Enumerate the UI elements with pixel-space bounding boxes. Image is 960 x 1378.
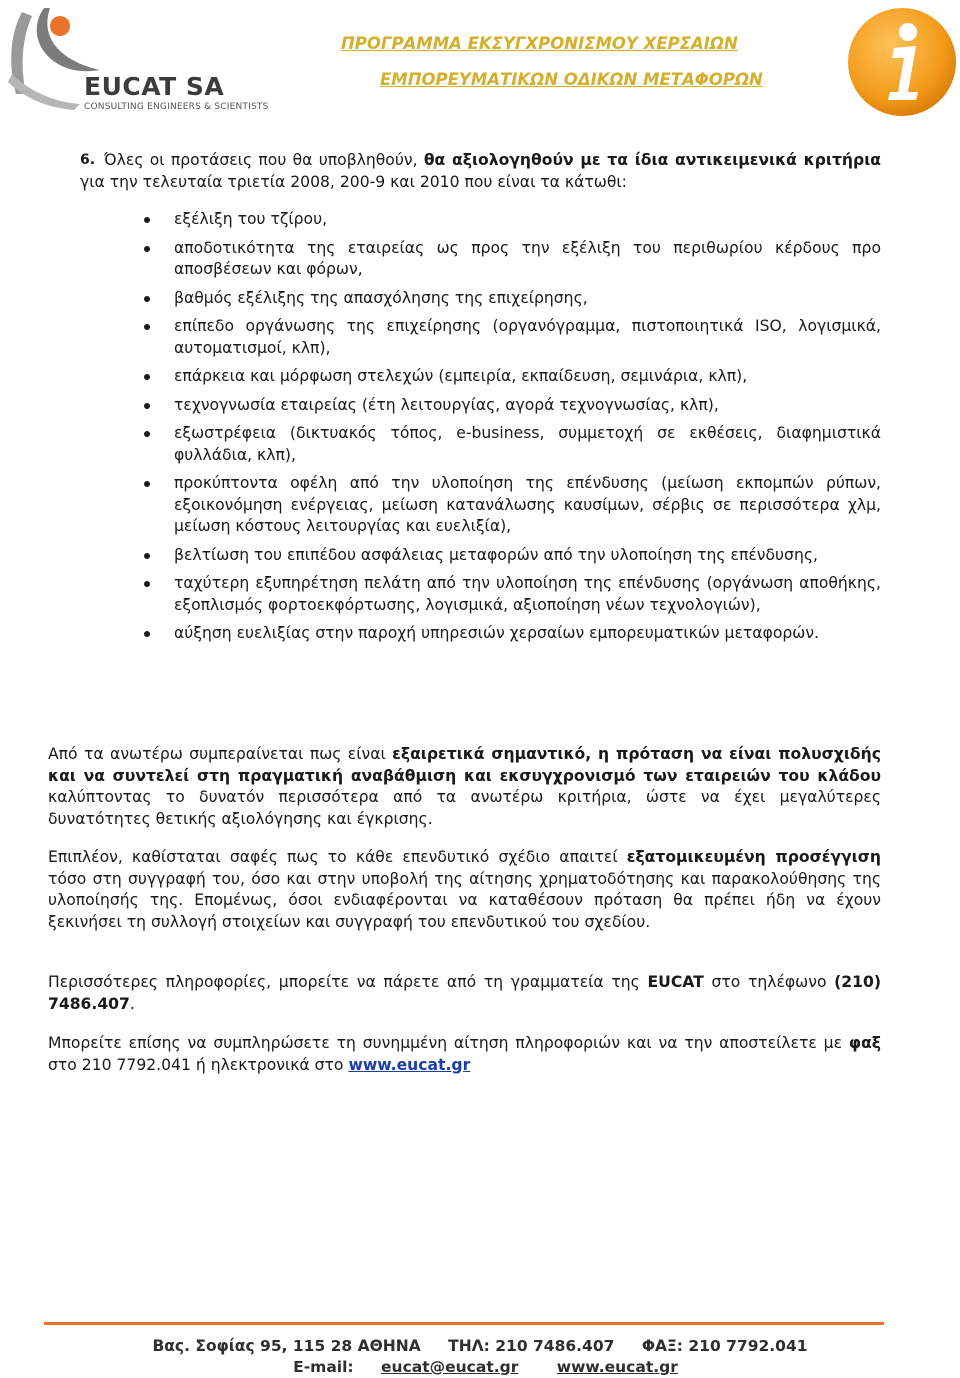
criterion-text: προκύπτοντα οφέλη από την υλοποίηση της επένδυσης (μείωση εκπομπών ρύπων, εξοικονόμηση ενέργειας, μείωση κατανάλωσης καυσίμων, σέρβις σε περισσότερα χλμ, μείωση κόστους λειτουργίας και ευελιξία), [174, 474, 881, 535]
application-paragraph [48, 1033, 881, 1076]
page-footer [0, 1336, 960, 1378]
program-title-line2: ΕΜΠΟΡΕΥΜΑΤΙΚΩΝ ΟΔΙΚΩΝ ΜΕΤΑΦΟΡΩΝ [380, 70, 763, 89]
paragraph-text: Επιπλέον, καθίσταται σαφές πως το κάθε επενδυτικό σχέδιο απαιτεί [48, 848, 627, 866]
criterion-text: επίπεδο οργάνωσης της επιχείρησης (οργανόγραμμα, πιστοποιητικά ISO, λογισμικά, αυτοματισμοί, κλπ), [174, 317, 881, 357]
criterion-text: τεχνογνωσία εταιρείας (έτη λειτουργίας, αγορά τεχνογνωσίας, κλπ), [174, 395, 719, 414]
list-item [174, 473, 881, 538]
paragraph-text: τόσο στη συγγραφή του, όσο και στην υποβολή της αίτησης χρηματοδότησης και παρακολούθησης της υλοποίησής της. Επομένως, όσοι ενδιαφέρονται να καταθέσουν πρόταση θα πρέπει ήδη να έχουν ξεκινήσει τη συλλογή στοιχείων και συγγραφή του επενδυτικού του σχεδίου. [48, 869, 881, 931]
list-item [174, 545, 881, 567]
bullet-icon [144, 481, 150, 487]
footer-divider [44, 1322, 884, 1325]
paragraph-text: Περισσότερες πληροφορίες, μπορείτε να πάρετε από τη γραμματεία της [48, 973, 648, 991]
document-body [48, 150, 881, 1074]
bullet-icon [144, 403, 150, 409]
question-text-part: για την τελευταία τριετία 2008, 200-9 και 2010 που είναι τα κάτωθι: [80, 172, 627, 191]
bullet-icon [144, 324, 150, 330]
website-link[interactable]: www.eucat.gr [348, 1055, 471, 1074]
footer-email-group [282, 1358, 529, 1376]
criterion-text: εξέλιξη του τζίρου, [174, 210, 328, 228]
logo-name: EUCAT SA [84, 72, 225, 101]
bullet-icon [144, 296, 150, 302]
question-text-bold: θα αξιολογηθούν με τα ίδια αντικειμενικά κριτήρια [423, 151, 881, 169]
paragraph-text: Μπορείτε επίσης να συμπληρώσετε τη συνημμένη αίτηση πληροφοριών και να την αποστείλετε με [48, 1034, 849, 1052]
list-item [174, 316, 881, 359]
question-6 [48, 150, 881, 193]
info-icon [846, 6, 958, 118]
logo-subtitle: CONSULTING ENGINEERS & SCIENTISTS [84, 102, 269, 112]
approach-paragraph [48, 847, 881, 933]
list-item [174, 238, 881, 281]
paragraph-bold: εξαιρετικά σημαντικό, η πρόταση να είναι πολυσχιδής και να συντελεί στη πραγματική αναβάθμιση και εκσυγχρονισμό των εταιρειών του κλάδου [48, 745, 881, 785]
list-item [174, 395, 881, 417]
page-header [0, 0, 960, 125]
list-item [174, 366, 881, 388]
eucat-logo [4, 4, 269, 114]
paragraph-text: καλύπτοντας το δυνατόν περισσότερα από τα ανωτέρω κριτήρια, ώστε να έχει μεγαλύτερες δυνατότητες θετικής αξιολόγησης και έγκρισης. [48, 788, 881, 828]
question-text-part: Όλες οι προτάσεις που θα υποβληθούν, [104, 151, 424, 169]
bullet-icon [144, 246, 150, 252]
criterion-text: επάρκεια και μόρφωση στελεχών (εμπειρία, εκπαίδευση, σεμινάρια, κλπ), [174, 367, 748, 385]
company-name: EUCAT [647, 973, 704, 991]
footer-online-row [0, 1357, 960, 1378]
footer-phone: ΤΗΛ: 210 7486.407 [448, 1337, 615, 1355]
conclusion-paragraph [48, 744, 881, 830]
paragraph-bold: εξατομικευμένη προσέγγιση [626, 848, 881, 866]
list-item [174, 623, 881, 645]
paragraph-text: στο 210 7792.041 ή ηλεκτρονικά στο [48, 1055, 349, 1074]
bullet-icon [144, 374, 150, 380]
question-text [80, 150, 881, 193]
paragraph-bold: φαξ [848, 1034, 881, 1052]
criterion-text: αύξηση ευελιξίας στην παροχή υπηρεσιών χερσαίων εμπορευματικών μεταφορών. [174, 624, 820, 642]
paragraph-text: Από τα ανωτέρω συμπεραίνεται πως είναι [48, 745, 393, 763]
footer-contact-row [0, 1336, 960, 1357]
criterion-text: εξωστρέφεια (δικτυακός τόπος, e-business, συμμετοχή σε εκθέσεις, διαφημιστικά φυλλάδια, κλπ), [174, 424, 881, 464]
list-item [174, 423, 881, 466]
bullet-icon [144, 553, 150, 559]
criterion-text: βελτίωση του επιπέδου ασφάλειας μεταφορών από την υλοποίηση της επένδυσης, [174, 545, 818, 564]
phone-number: (210) 7486.407 [48, 973, 881, 1013]
bullet-icon [144, 631, 150, 637]
criterion-text: βαθμός εξέλιξης της απασχόλησης της επιχείρησης, [174, 288, 588, 307]
list-item [174, 288, 881, 310]
list-item [174, 573, 881, 616]
bullet-icon [144, 431, 150, 437]
paragraph-text: . [129, 994, 135, 1013]
question-number: 6. [80, 152, 96, 168]
list-item [174, 209, 881, 231]
footer-website-link[interactable]: www.eucat.gr [556, 1358, 678, 1376]
footer-address: Βας. Σοφίας 95, 115 28 ΑΘΗΝΑ [152, 1337, 421, 1355]
paragraph-text: στο τηλέφωνο [703, 973, 835, 991]
program-title-line1: ΠΡΟΓΡΑΜΜΑ ΕΚΣΥΓΧΡΟΝΙΣΜΟΥ ΧΕΡΣΑΙΩΝ [341, 34, 738, 53]
criterion-text: ταχύτερη εξυπηρέτηση πελάτη από την υλοποίηση της επένδυσης (οργάνωση αποθήκης, εξοπλισμός φορτοεκφόρτωσης, λογισμικά, αξιοποίηση νέων τεχνολογιών), [174, 574, 881, 614]
bullet-icon [144, 217, 150, 223]
footer-email-label: E-mail: [293, 1358, 354, 1376]
criteria-list [48, 209, 881, 645]
footer-fax: ΦΑΞ: 210 7792.041 [641, 1337, 808, 1355]
footer-email-link[interactable]: eucat@eucat.gr [381, 1358, 519, 1376]
criterion-text: αποδοτικότητα της εταιρείας ως προς την εξέλιξη του περιθωρίου κέρδους προ αποσβέσεων και φόρων, [174, 238, 881, 278]
bullet-icon [144, 581, 150, 587]
contact-paragraph [48, 972, 881, 1015]
